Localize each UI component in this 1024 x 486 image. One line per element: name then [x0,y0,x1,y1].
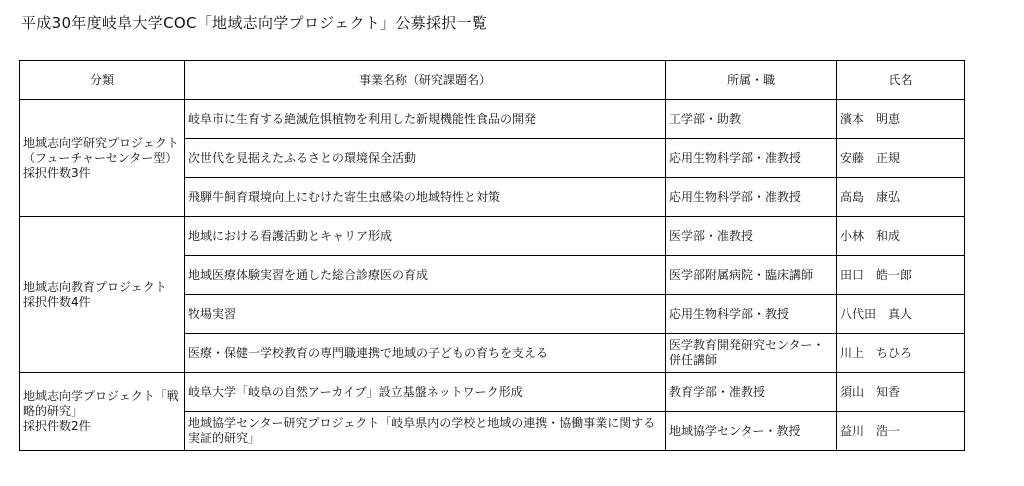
table-row [20,100,965,139]
table-row [20,217,965,256]
person-name-cell: 須山 知香 [837,373,965,412]
affiliation-cell: 医学部附属病院・臨床講師 [666,256,837,295]
affiliation-cell: 教育学部・准教授 [666,373,837,412]
person-name-cell: 田口 皓一郎 [837,256,965,295]
project-name-cell: 地域協学センター研究プロジェクト「岐阜県内の学校と地域の連携・協働事業に関する実証的研究」 [185,412,666,451]
category-cell: 地域志向学研究プロジェクト（フューチャーセンター型） 採択件数3件 [20,100,185,217]
affiliation-cell: 応用生物科学部・准教授 [666,178,837,217]
person-name-cell: 益川 浩一 [837,412,965,451]
category-cell: 地域志向学プロジェクト「戦略的研究」 採択件数2件 [20,373,185,451]
affiliation-cell: 応用生物科学部・教授 [666,295,837,334]
person-name-cell: 八代田 真人 [837,295,965,334]
person-name-cell: 高島 康弘 [837,178,965,217]
header-row [20,61,965,100]
project-name-cell: 岐阜市に生育する絶滅危惧植物を利用した新規機能性食品の開発 [185,100,666,139]
affiliation-cell: 応用生物科学部・准教授 [666,139,837,178]
project-name-cell: 牧場実習 [185,295,666,334]
page-title: 平成30年度岐阜大学COC「地域志向学プロジェクト」公募採択一覧 [21,14,488,32]
table-row [20,373,965,412]
affiliation-cell: 地域協学センター・教授 [666,412,837,451]
project-name-cell: 地域における看護活動とキャリア形成 [185,217,666,256]
person-name-cell: 川上 ちひろ [837,334,965,373]
affiliation-cell: 工学部・助教 [666,100,837,139]
project-name-cell: 医療・保健一学校教育の専門職連携で地域の子どもの育ちを支える [185,334,666,373]
project-name-cell: 次世代を見据えたふるさとの環境保全活動 [185,139,666,178]
adoption-table [19,60,965,451]
header-affiliation: 所属・職 [666,61,837,100]
project-name-cell: 地域医療体験実習を通した総合診療医の育成 [185,256,666,295]
project-name-cell: 飛騨牛飼育環境向上にむけた寄生虫感染の地域特性と対策 [185,178,666,217]
header-category: 分類 [20,61,185,100]
affiliation-cell: 医学部・准教授 [666,217,837,256]
affiliation-cell: 医学教育開発研究センター・併任講師 [666,334,837,373]
project-name-cell: 岐阜大学「岐阜の自然アーカイブ」設立基盤ネットワーク形成 [185,373,666,412]
header-project-name: 事業名称（研究課題名） [185,61,666,100]
header-name: 氏名 [837,61,965,100]
person-name-cell: 安藤 正規 [837,139,965,178]
person-name-cell: 小林 和成 [837,217,965,256]
person-name-cell: 濱本 明恵 [837,100,965,139]
category-cell: 地域志向教育プロジェクト 採択件数4件 [20,217,185,373]
